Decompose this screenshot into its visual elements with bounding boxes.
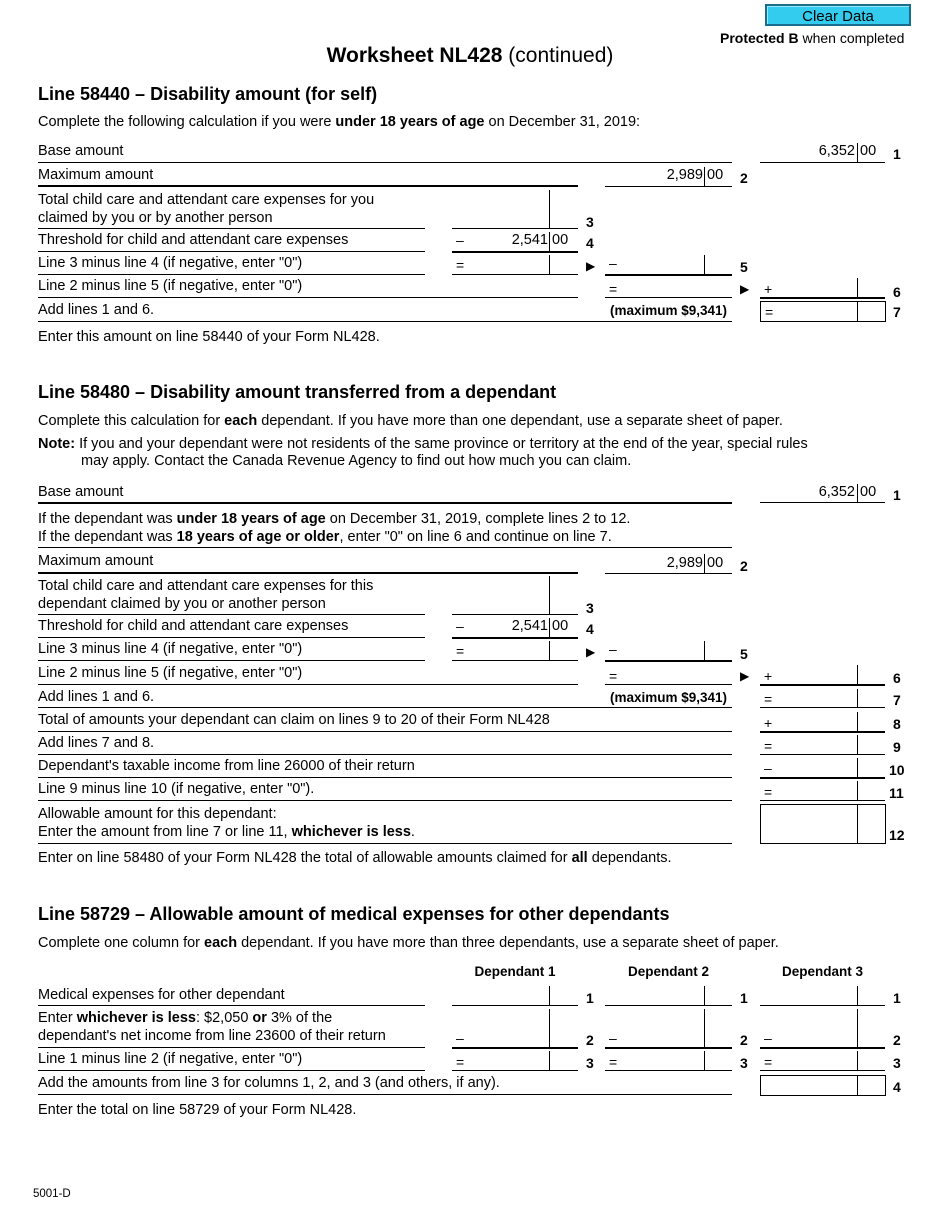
s1-arrow-icon: ▶: [586, 259, 596, 273]
s2-line-number-2: 2: [740, 558, 748, 574]
s1-minus-sign: –: [456, 232, 464, 248]
page-title: Worksheet NL428 (continued): [326, 44, 614, 67]
s1-maximum-amount-label: Maximum amount: [38, 167, 154, 183]
s1-line5-transfer-field[interactable]: [620, 255, 702, 274]
dependant2-minus-sign: –: [609, 1030, 617, 1046]
s2-expenses-field[interactable]: [452, 576, 548, 614]
column-header-dependant-3: Dependant 3: [781, 964, 863, 979]
s2-line-number-5: 5: [740, 646, 748, 662]
s1-line-number-2: 2: [740, 170, 748, 186]
column-header-dependant-1: Dependant 1: [474, 964, 556, 979]
s3-line2-label: Enter whichever is less: $2,050 or 3% of the dependant's net income from line 23600 of their return: [38, 1010, 386, 1044]
s2-line9-field[interactable]: [775, 735, 855, 753]
s2-line-number-8: 8: [893, 716, 901, 732]
section2-intro: Complete this calculation for each dependant. If you have more than one dependant, use a separate sheet of paper.: [38, 413, 783, 429]
dependant1-line-number-2: 2: [586, 1032, 594, 1048]
s1-equals-sign: =: [456, 257, 465, 273]
s1-expenses-label: Total child care and attendant care expenses for you claimed by you or by another person: [38, 192, 375, 226]
s2-footer: Enter on line 58480 of your Form NL428 the total of allowable amounts claimed for all dependants.: [38, 850, 672, 866]
dependant1-line-number-3: 3: [586, 1055, 594, 1071]
s2-line5-field[interactable]: [452, 641, 548, 660]
s1-line7-label: Add lines 1 and 6.: [38, 302, 155, 318]
s2-line10-field[interactable]: [775, 758, 855, 776]
s2-line10-minus-sign: –: [764, 760, 772, 776]
section1-heading: Line 58440 – Disability amount (for self): [38, 84, 378, 104]
dependant3-line-number-1: 1: [893, 990, 901, 1006]
section2-heading: Line 58480 – Disability amount transferred from a dependant: [38, 382, 557, 402]
s2-base-amount-dollars: 6,352: [818, 484, 855, 500]
s2-line-number-9: 9: [893, 739, 901, 755]
dependant1-equals-sign: =: [456, 1054, 465, 1070]
s2-line8-field[interactable]: [775, 712, 855, 730]
s1-arrow-icon-2: ▶: [740, 282, 750, 296]
s1-line5-field[interactable]: [452, 255, 548, 274]
dependant1-line1-field[interactable]: [452, 986, 548, 1004]
s1-base-amount-cents: 00: [860, 143, 877, 159]
protected-notice: Protected B when completed: [720, 30, 905, 46]
s2-line9-equals-sign: =: [764, 738, 773, 754]
dependant1-line2-field[interactable]: [468, 1009, 548, 1046]
s3-line4-total-field[interactable]: [760, 1075, 886, 1096]
s2-line8-label: Total of amounts your dependant can claim on lines 9 to 20 of their Form NL428: [38, 712, 550, 728]
s2-line-number-10: 10: [889, 762, 905, 778]
dependant2-line-number-1: 1: [740, 990, 748, 1006]
s1-maximum-dollars: 2,989: [666, 167, 703, 183]
dependant2-equals-sign: =: [609, 1054, 618, 1070]
s3-footer: Enter the total on line 58729 of your Form NL428.: [38, 1102, 357, 1118]
s2-equals-sign: =: [456, 643, 465, 659]
s1-line-number-6: 6: [893, 284, 901, 300]
dependant1-minus-sign: –: [456, 1030, 464, 1046]
s1-threshold-cents: 00: [552, 232, 569, 248]
s2-plus-sign: +: [764, 668, 773, 684]
s3-line4-label: Add the amounts from line 3 for columns 1, 2, and 3 (and others, if any).: [38, 1075, 500, 1091]
s2-line5-label: Line 3 minus line 4 (if negative, enter "0"): [38, 641, 303, 657]
s1-line5-label: Line 3 minus line 4 (if negative, enter "0"): [38, 255, 303, 271]
s2-line9-label: Add lines 7 and 8.: [38, 735, 155, 751]
s1-line7-field[interactable]: [760, 301, 886, 322]
dependant3-line-number-2: 2: [893, 1032, 901, 1048]
s3-line-number-4: 4: [893, 1079, 901, 1095]
s2-line5-transfer-field[interactable]: [620, 641, 702, 660]
s2-arrow-icon-2: ▶: [740, 669, 750, 683]
section3-heading: Line 58729 – Allowable amount of medical expenses for other dependants: [38, 904, 670, 924]
s2-line-number-1: 1: [893, 487, 901, 503]
s2-line10-label: Dependant's taxable income from line 26000 of their return: [38, 758, 415, 774]
s2-line12-label: Allowable amount for this dependant: Enter the amount from line 7 or line 11, whichever is less.: [38, 806, 415, 840]
s1-maximum-note: (maximum $9,341): [610, 303, 728, 318]
dependant2-line1-field[interactable]: [605, 986, 703, 1004]
s2-line11-equals-sign: =: [764, 784, 773, 800]
s1-line6-transfer-field[interactable]: [775, 278, 855, 297]
s1-expenses-field[interactable]: [452, 190, 576, 228]
s1-line6-label: Line 2 minus line 5 (if negative, enter "0"): [38, 278, 303, 294]
s1-line6-equals-sign: =: [609, 281, 618, 297]
dependant2-line-number-2: 2: [740, 1032, 748, 1048]
dependant3-line-number-3: 3: [893, 1055, 901, 1071]
s2-line6-label: Line 2 minus line 5 (if negative, enter "0"): [38, 665, 303, 681]
s2-line7-field[interactable]: [775, 689, 855, 707]
dependant1-line-number-1: 1: [586, 990, 594, 1006]
s2-threshold-dollars: 2,541: [511, 618, 548, 634]
s2-conditions: If the dependant was under 18 years of age on December 31, 2019, complete lines 2 to 12. If the dependant was 18 years of age or older, enter "0" on line 6 and continue on line 7.: [38, 511, 631, 545]
s2-maximum-dollars: 2,989: [666, 555, 703, 571]
s3-line3-label: Line 1 minus line 2 (if negative, enter "0"): [38, 1051, 303, 1067]
s2-maximum-amount-label: Maximum amount: [38, 553, 154, 569]
s2-line11-label: Line 9 minus line 10 (if negative, enter "0").: [38, 781, 315, 797]
s1-maximum-cents: 00: [707, 167, 724, 183]
s2-line6-equals-sign: =: [609, 668, 618, 684]
s1-base-amount-dollars: 6,352: [818, 143, 855, 159]
s2-line11-field[interactable]: [775, 781, 855, 799]
s2-arrow-icon: ▶: [586, 645, 596, 659]
dependant3-equals-sign: =: [764, 1054, 773, 1070]
s2-line-number-3: 3: [586, 600, 594, 616]
s2-maximum-cents: 00: [707, 555, 724, 571]
s1-line6-field[interactable]: [620, 278, 728, 297]
s2-line-number-7: 7: [893, 692, 901, 708]
s2-threshold-label: Threshold for child and attendant care expenses: [38, 618, 349, 634]
s2-line-number-11: 11: [889, 785, 904, 801]
s1-footer: Enter this amount on line 58440 of your Form NL428.: [38, 329, 380, 345]
dependant1-line3-field[interactable]: [468, 1051, 548, 1069]
dependant2-line-number-3: 3: [740, 1055, 748, 1071]
s1-base-amount-label: Base amount: [38, 143, 124, 159]
s2-line5-minus-sign: –: [609, 641, 617, 657]
section2-note: Note: If you and your dependant were not residents of the same province or territory at the end of the year, special rules may apply. Contact the Canada Revenue Agency to find out how much you can claim.: [38, 436, 808, 469]
s1-line-number-5: 5: [740, 259, 748, 275]
s2-expenses-label: Total child care and attendant care expenses for this dependant claimed by you or another person: [38, 578, 374, 612]
s3-line1-label: Medical expenses for other dependant: [38, 987, 285, 1003]
dependant3-line3-field[interactable]: [775, 1051, 855, 1069]
clear-data-button[interactable]: Clear Data: [765, 4, 911, 26]
dependant3-minus-sign: –: [764, 1030, 772, 1046]
column-header-dependant-2: Dependant 2: [627, 964, 709, 979]
s2-base-amount-cents: 00: [860, 484, 877, 500]
s1-line-number-4: 4: [586, 235, 594, 251]
s1-plus-sign: +: [764, 281, 773, 297]
s2-line7-equals-sign: =: [764, 691, 773, 707]
s2-line-number-6: 6: [893, 670, 901, 686]
dependant2-line2-field[interactable]: [620, 1009, 702, 1046]
dependant3-line1-field[interactable]: [760, 986, 856, 1004]
form-code: 5001-D: [33, 1188, 71, 1200]
s2-maximum-note: (maximum $9,341): [610, 690, 728, 705]
s1-threshold-dollars: 2,541: [511, 232, 548, 248]
section3-intro: Complete one column for each dependant. If you have more than three dependants, use a separate sheet of paper.: [38, 935, 779, 951]
s2-line-number-4: 4: [586, 621, 594, 637]
s2-line8-plus-sign: +: [764, 715, 773, 731]
s1-line5-minus-sign: –: [609, 255, 617, 271]
s1-line-number-3: 3: [586, 214, 594, 230]
s2-line12-field[interactable]: [760, 804, 886, 844]
s1-threshold-label: Threshold for child and attendant care expenses: [38, 232, 349, 248]
section1-intro: Complete the following calculation if you were under 18 years of age on December 31, 2019:: [38, 114, 641, 130]
s1-line-number-1: 1: [893, 146, 901, 162]
s2-line6-transfer-field[interactable]: [775, 665, 855, 684]
s2-base-amount-label: Base amount: [38, 484, 124, 500]
s2-line-number-12: 12: [889, 827, 905, 843]
s2-threshold-cents: 00: [552, 618, 569, 634]
s2-line7-label: Add lines 1 and 6.: [38, 689, 155, 705]
s2-minus-sign: –: [456, 618, 464, 634]
dependant3-line2-field[interactable]: [775, 1009, 855, 1046]
s1-line7-equals-sign: =: [765, 304, 774, 320]
dependant2-line3-field[interactable]: [620, 1051, 702, 1069]
s2-line6-field[interactable]: [620, 665, 728, 684]
s1-line-number-7: 7: [893, 304, 901, 320]
